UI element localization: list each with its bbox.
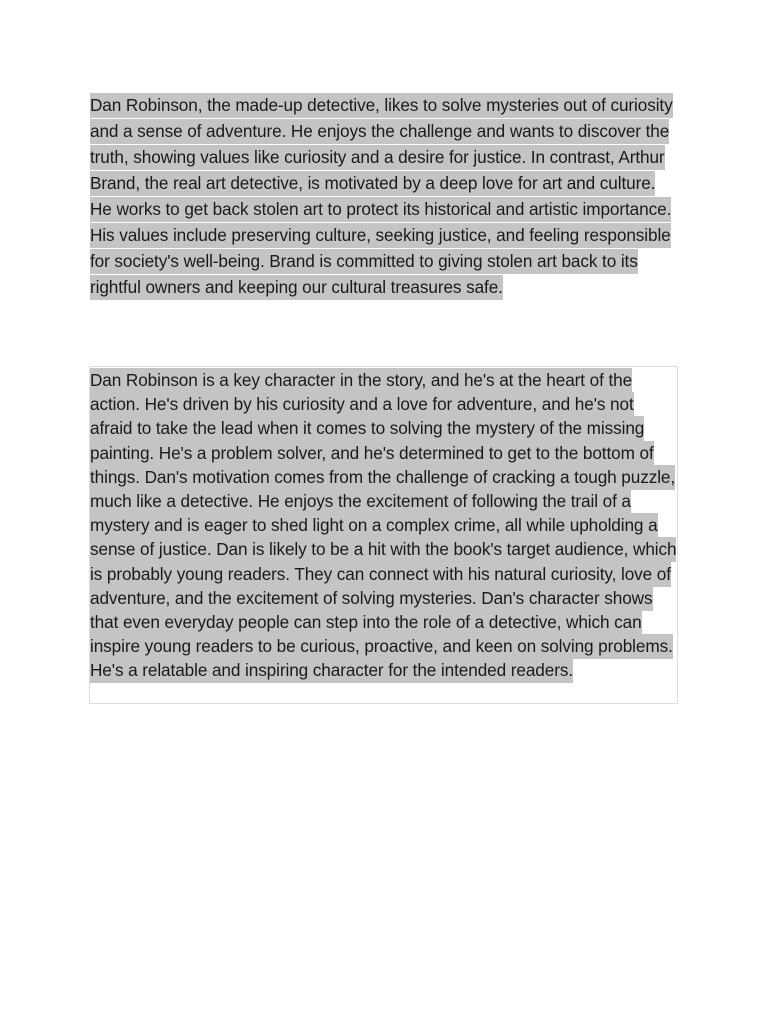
selected-text-highlight[interactable]: Dan Robinson is a key character in the story, and he's at the heart of the action. He's driven by his curiosity and a love for adventure, and he's not afraid to take the lead when it comes to solving the mystery of the missing painting. He's a problem solver, and he's determined to get to the bottom of things. Dan's motivation comes from the challenge of cracking a tough puzzle, much like a detective. He enjoys the excitement of following the trail of a mystery and is eager to shed light on a complex crime, all while upholding a sense of justice. Dan is likely to be a hit with the book's target audience, which is probably young readers. They can connect with his natural curiosity, love of adventure, and the excitement of solving mysteries. Dan's character shows that even everyday people can step into the role of a detective, which can inspire young readers to be curious, proactive, and keen on solving problems. He's a relatable and inspiring character for the intended readers. [90, 368, 676, 683]
paragraph-comparison [90, 92, 678, 300]
selected-text-highlight[interactable]: Dan Robinson, the made-up detective, likes to solve mysteries out of curiosity and a sense of adventure. He enjoys the challenge and wants to discover the truth, showing values like curiosity and a desire for justice. In contrast, Arthur Brand, the real art detective, is motivated by a deep love for art and culture. He works to get back stolen art to protect its historical and artistic importance. His values include preserving culture, seeking justice, and feeling responsible for society's well-being. Brand is committed to giving stolen art back to its rightful owners and keeping our cultural treasures safe. [90, 93, 673, 300]
paragraph-character-analysis [90, 368, 678, 683]
